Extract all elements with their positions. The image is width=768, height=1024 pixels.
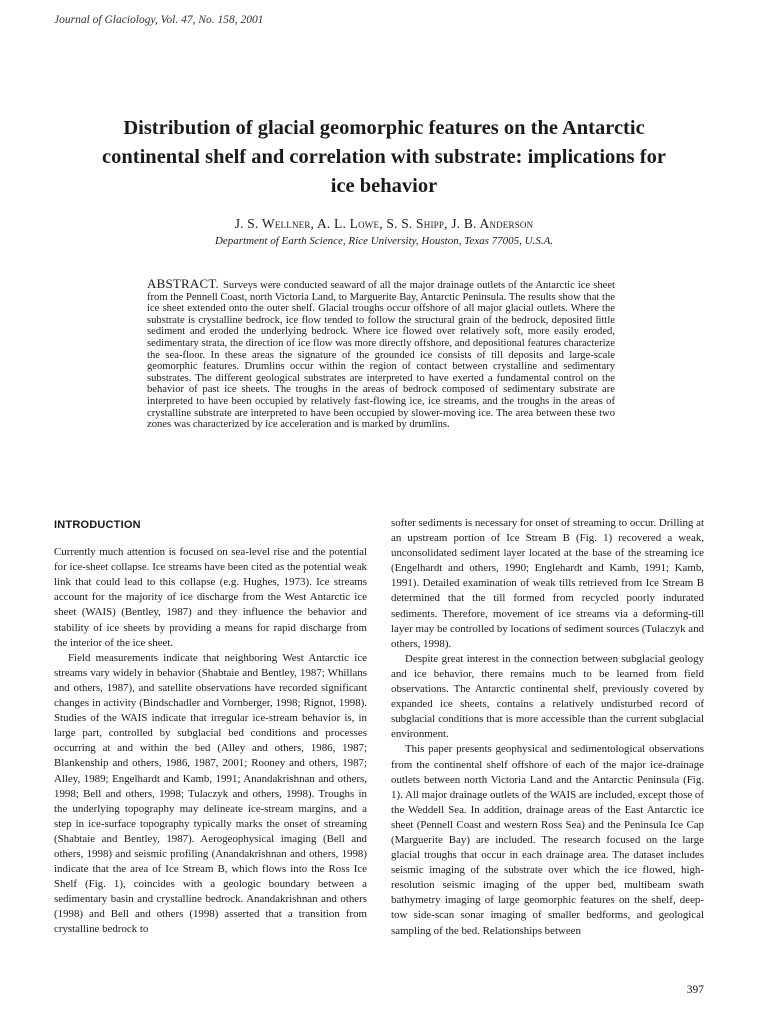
- paragraph: softer sediments is necessary for onset of streaming to occur. Drilling at an upstream portion of Ice Stream B (Fig. 1) recovered a weak, unconsolidated sediment layer located at the base of the streaming ice (Engelhardt and others, 1990; Englehardt and Kamb, 1991; Kamb, 1991). Detailed examination of weak tills retrieved from Ice Stream B determined that the till formed from recycled poorly indurated sediments. Therefore, movement of ice streams via a deforming-till layer may be controlled by locations of sediment sources (Tulaczyk and others, 1998).: [391, 517, 704, 650]
- right-column: [391, 516, 704, 939]
- paragraph: Field measurements indicate that neighboring West Antarctic ice streams vary widely in behavior (Shabtaie and Bentley, 1987; Whillans and others, 1987), and satellite observations have recorded significant changes in activity (Bindschadler and Vornberger, 1998; Rignot, 1998). Studies of the WAIS indicate that irregular ice-stream behavior is, in large part, controlled by subglacial bed conditions and processes occurring at and within the bed (Alley and others, 1986, 1987; Blankenship and others, 1986, 1987, 2001; Rooney and others, 1987; Alley, 1989; Engelhardt and Kamb, 1991; Anandakrishnan and others, 1998; Bell and others, 1998; Tulaczyk and others, 1998). Troughs in the underlying topography may delineate ice-stream margins, and a step in ice-surface topography typically marks the onset of streaming (Shabtaie and Bentley, 1987). Aerogeophysical imaging (Bell and others, 1998) and seismic profiling (Anandakrishnan and others, 1998) indicate that the area of Ice Stream B, which flows into the Ross Ice Shelf (Fig. 1), coincides with a geologic boundary between a sedimentary basin and crystalline bedrock. Anandakrishnan and others (1998) and Bell and others (1998) asserted that a transition from crystalline bedrock to: [54, 651, 367, 936]
- author-affiliation: Department of Earth Science, Rice University, Houston, Texas 77005, U.S.A.: [214, 235, 554, 247]
- article-title: Distribution of glacial geomorphic features on the Antarctic continental shelf and correlation with substrate: implications for ice behavior: [102, 117, 666, 197]
- paragraph: Despite great interest in the connection between subglacial geology and ice behavior, there remains much to be learned from field observations. The Antarctic continental shelf, previously covered by expanded ice sheets, contains a relatively undisturbed record of subglacial conditions that is more accessible than the current subglacial environment.: [391, 652, 704, 741]
- left-column: [54, 516, 367, 938]
- page-number: 397: [686, 984, 704, 996]
- paragraph: This paper presents geophysical and sedimentological observations from the continental shelf offshore of each of the major ice-drainage outlets between north Victoria Land and the Antarctic Peninsula (Fig. 1). All major drainage outlets of the WAIS are included, except those of the Weddell Sea. In addition, drainage areas of the East Antarctic ice sheet (Pennell Coast and western Ross Sea) and the Peninsula Ice Cap (Marguerite Bay) are included. The research focused on the large glacial troughs that occur in each drainage area. The dataset includes seismic imaging of the substrate over which the ice flowed, high-resolution seismic imaging of the upper bed, multibeam swath bathymetry imaging of large geomorphic features on the shelf, deep-tow side-scan sonar imaging of smaller bedforms, and geological sampling of the bed. Relationships between: [391, 743, 704, 937]
- paragraph: Currently much attention is focused on sea-level rise and the potential for ice-sheet collapse. Ice streams have been cited as the potential weak link that could lead to this collapse (e.g. Hughes, 1973). Ice streams account for the majority of ice discharge from the West Antarctic ice sheet (WAIS) (Bentley, 1987) and they influence the behavior and stability of ice sheets by providing a means for rapid discharge from the interior of the ice sheet.: [54, 546, 367, 649]
- article-authors: J. S. Wellner, A. L. Lowe, S. S. Shipp, J. B. Anderson: [234, 216, 534, 231]
- journal-citation: Journal of Glaciology, Vol. 47, No. 158, 2001: [54, 14, 264, 26]
- section-heading-introduction: INTRODUCTION: [54, 519, 141, 531]
- abstract-label: ABSTRACT.: [147, 276, 219, 291]
- abstract-text: Surveys were conducted seaward of all the major drainage outlets of the Antarctic ice sheet from the Pennell Coast, north Victoria Land, to Marguerite Bay, Antarctic Peninsula. The results show that the ice sheet extended onto the outer shelf. Glacial troughs occur offshore of all major glacial outlets. Where the substrate is crystalline bedrock, ice flow tended to follow the structural grain of the bedrock, deposited little sediment and eroded the underlying bedrock. Where ice flowed over relatively soft, more easily eroded, sedimentary strata, the direction of ice flow was more directly offshore, and depositional features characterize the sea-floor. In these areas the signature of the grounded ice consists of till deposits and large-scale geomorphic features. Drumlins occur within the region of contact between crystalline and sedimentary substrates. The different geological substrates are interpreted to have exerted a fundamental control on the behavior of past ice sheets. The troughs in the areas of bedrock composed of sedimentary substrate are interpreted to have been occupied by relatively fast-flowing ice, ice streams, and the troughs in the areas of crystalline substrate are interpreted to have been occupied by slower-moving ice. The area between these two zones was characterized by ice acceleration and is marked by drumlins.: [147, 280, 615, 431]
- abstract: [147, 278, 615, 431]
